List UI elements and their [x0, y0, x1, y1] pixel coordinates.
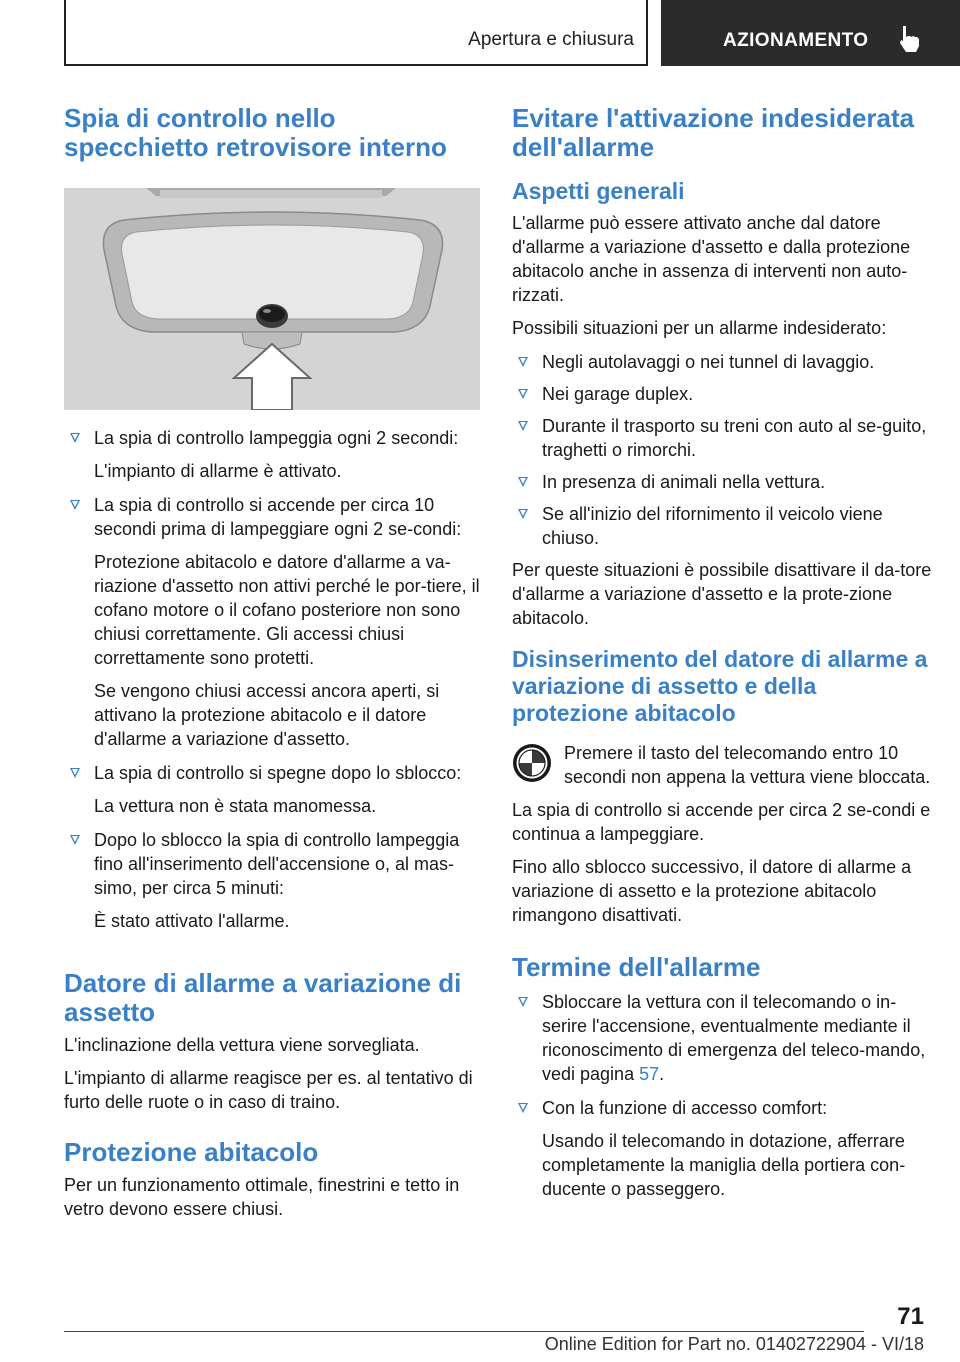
- paragraph: La spia di controllo si accende per circa 2 se-condi e continua a lampeggiare.: [512, 800, 931, 844]
- heading-spia-specchietto: Spia di controllo nello specchietto retrovisore interno: [64, 103, 447, 162]
- triangle-bullet-icon: [518, 477, 528, 487]
- bullet-text: La spia di controllo si spegne dopo lo sblocco:: [94, 763, 462, 783]
- bullet-text: Se all'inizio del rifornimento il veicolo viene chiuso.: [542, 504, 883, 548]
- paragraph: Premere il tasto del telecomando entro 10 secondi non appena la vettura viene bloccata.: [564, 743, 931, 787]
- bullet-text: La spia di controllo si accende per circa 10 secondi prima di lampeggiare ogni 2 se-condi:: [94, 495, 462, 539]
- list-item: [512, 350, 932, 374]
- heading-aspetti-generali: Aspetti generali: [512, 178, 685, 204]
- paragraph: L'allarme può essere attivato anche dal datore d'allarme a variazione d'assetto e dalla protezione abitacolo anche in assenza di interventi non auto-rizzati.: [512, 213, 911, 305]
- header-section-title: Apertura e chiusura: [468, 29, 634, 50]
- bullet-text-end: .: [659, 1064, 665, 1084]
- bullet-text: Se vengono chiusi accessi ancora aperti, si attivano la protezione abitacolo e il datore d'allarme a variazione d'assetto.: [94, 681, 440, 749]
- bullet-text: Protezione abitacolo e datore d'allarme a va-riazione d'assetto non attivi perché le por-tiere, il cofano motore o il cofano posteriore non sono chiusi correttamente. Gli accessi chiusi correttamente sono protetti.: [94, 552, 480, 668]
- header-chapter-tab: [661, 0, 960, 66]
- rearview-mirror-figure: [64, 188, 480, 410]
- bmw-logo-icon: [512, 743, 552, 783]
- bullet-text: In presenza di animali nella vettura.: [542, 472, 826, 492]
- heading-evitare-attivazione: Evitare l'attivazione indesiderata dell'allarme: [512, 103, 915, 162]
- triangle-bullet-icon: [518, 997, 528, 1007]
- termine-bullet-list: [512, 990, 932, 1201]
- paragraph: Per queste situazioni è possibile disattivare il da-tore d'allarme a variazione d'assetto e la prote-zione abitacolo.: [512, 560, 932, 628]
- triangle-bullet-icon: [70, 835, 80, 845]
- premere-block: [512, 741, 932, 789]
- triangle-bullet-icon: [518, 509, 528, 519]
- paragraph: L'inclinazione della vettura viene sorvegliata.: [64, 1035, 420, 1055]
- bullet-text: Negli autolavaggi o nei tunnel di lavaggio.: [542, 352, 875, 372]
- paragraph: L'impianto di allarme reagisce per es. al tentativo di furto delle ruote o in caso di traino.: [64, 1068, 473, 1112]
- heading-termine-allarme: Termine dell'allarme: [512, 952, 761, 982]
- list-item: [64, 426, 482, 483]
- list-item: [64, 828, 482, 933]
- triangle-bullet-icon: [518, 389, 528, 399]
- bullet-text: È stato attivato l'allarme.: [94, 911, 290, 931]
- left-column: [64, 104, 482, 1221]
- spia-bullet-list: [64, 426, 482, 933]
- footer-rule: [64, 1331, 864, 1332]
- list-item: [64, 761, 482, 818]
- rearview-mirror-illustration: [64, 188, 480, 410]
- bullet-text: Durante il trasporto su treni con auto al se-guito, traghetti o rimorchi.: [542, 416, 927, 460]
- triangle-bullet-icon: [70, 768, 80, 778]
- bullet-text-body: Sbloccare la vettura con il telecomando o in-serire l'accensione, eventualmente mediante il riconoscimento di emergenza del teleco-mando, vedi pagina: [542, 992, 926, 1084]
- heading-protezione-abitacolo: Protezione abitacolo: [64, 1137, 319, 1167]
- page-number: 71: [897, 1303, 924, 1330]
- footer-edition: Online Edition for Part no. 01402722904 - VI/18: [544, 1334, 924, 1354]
- list-item: [64, 493, 482, 751]
- bullet-text: La spia di controllo lampeggia ogni 2 secondi:: [94, 428, 459, 448]
- list-item: [512, 1096, 932, 1201]
- triangle-bullet-icon: [518, 421, 528, 431]
- list-item: [512, 990, 932, 1086]
- paragraph: Per un funzionamento ottimale, finestrini e tetto in vetro devono essere chiusi.: [64, 1175, 460, 1219]
- header-chapter-label: AZIONAMENTO: [723, 30, 869, 51]
- bullet-text: Nei garage duplex.: [542, 384, 694, 404]
- right-column: [512, 104, 932, 1201]
- bullet-text: Con la funzione di accesso comfort:: [542, 1098, 828, 1118]
- bullet-text: Usando il telecomando in dotazione, afferrare completamente la maniglia della portiera con-ducente o passeggero.: [542, 1131, 906, 1199]
- heading-datore-allarme: Datore di allarme a variazione di assetto: [64, 968, 462, 1027]
- list-item: [512, 502, 932, 550]
- list-item: [512, 382, 932, 406]
- list-item: [512, 470, 932, 494]
- header-rule-left: [64, 0, 66, 66]
- heading-disinserimento: Disinserimento del datore di allarme a variazione di assetto e della protezione abitacolo: [512, 646, 928, 726]
- paragraph: Fino allo sblocco successivo, il datore di allarme a variazione di assetto e la protezione abitacolo rimangono disattivati.: [512, 857, 912, 925]
- header-rule: [64, 64, 648, 66]
- bullet-text: Dopo lo sblocco la spia di controllo lampeggia fino all'inserimento dell'accensione o, al mas-simo, per circa 5 minuti:: [94, 830, 460, 898]
- triangle-bullet-icon: [518, 357, 528, 367]
- header-rule-right: [646, 0, 648, 66]
- list-item: [512, 414, 932, 462]
- situazioni-bullet-list: [512, 350, 932, 550]
- page-link[interactable]: 57: [639, 1064, 660, 1084]
- bullet-text: [542, 990, 932, 1086]
- bullet-text: La vettura non è stata manomessa.: [94, 796, 377, 816]
- bullet-text: L'impianto di allarme è attivato.: [94, 461, 342, 481]
- triangle-bullet-icon: [518, 1103, 528, 1113]
- triangle-bullet-icon: [70, 433, 80, 443]
- paragraph: Possibili situazioni per un allarme indesiderato:: [512, 318, 887, 338]
- pointing-hand-icon: [897, 24, 923, 54]
- triangle-bullet-icon: [70, 500, 80, 510]
